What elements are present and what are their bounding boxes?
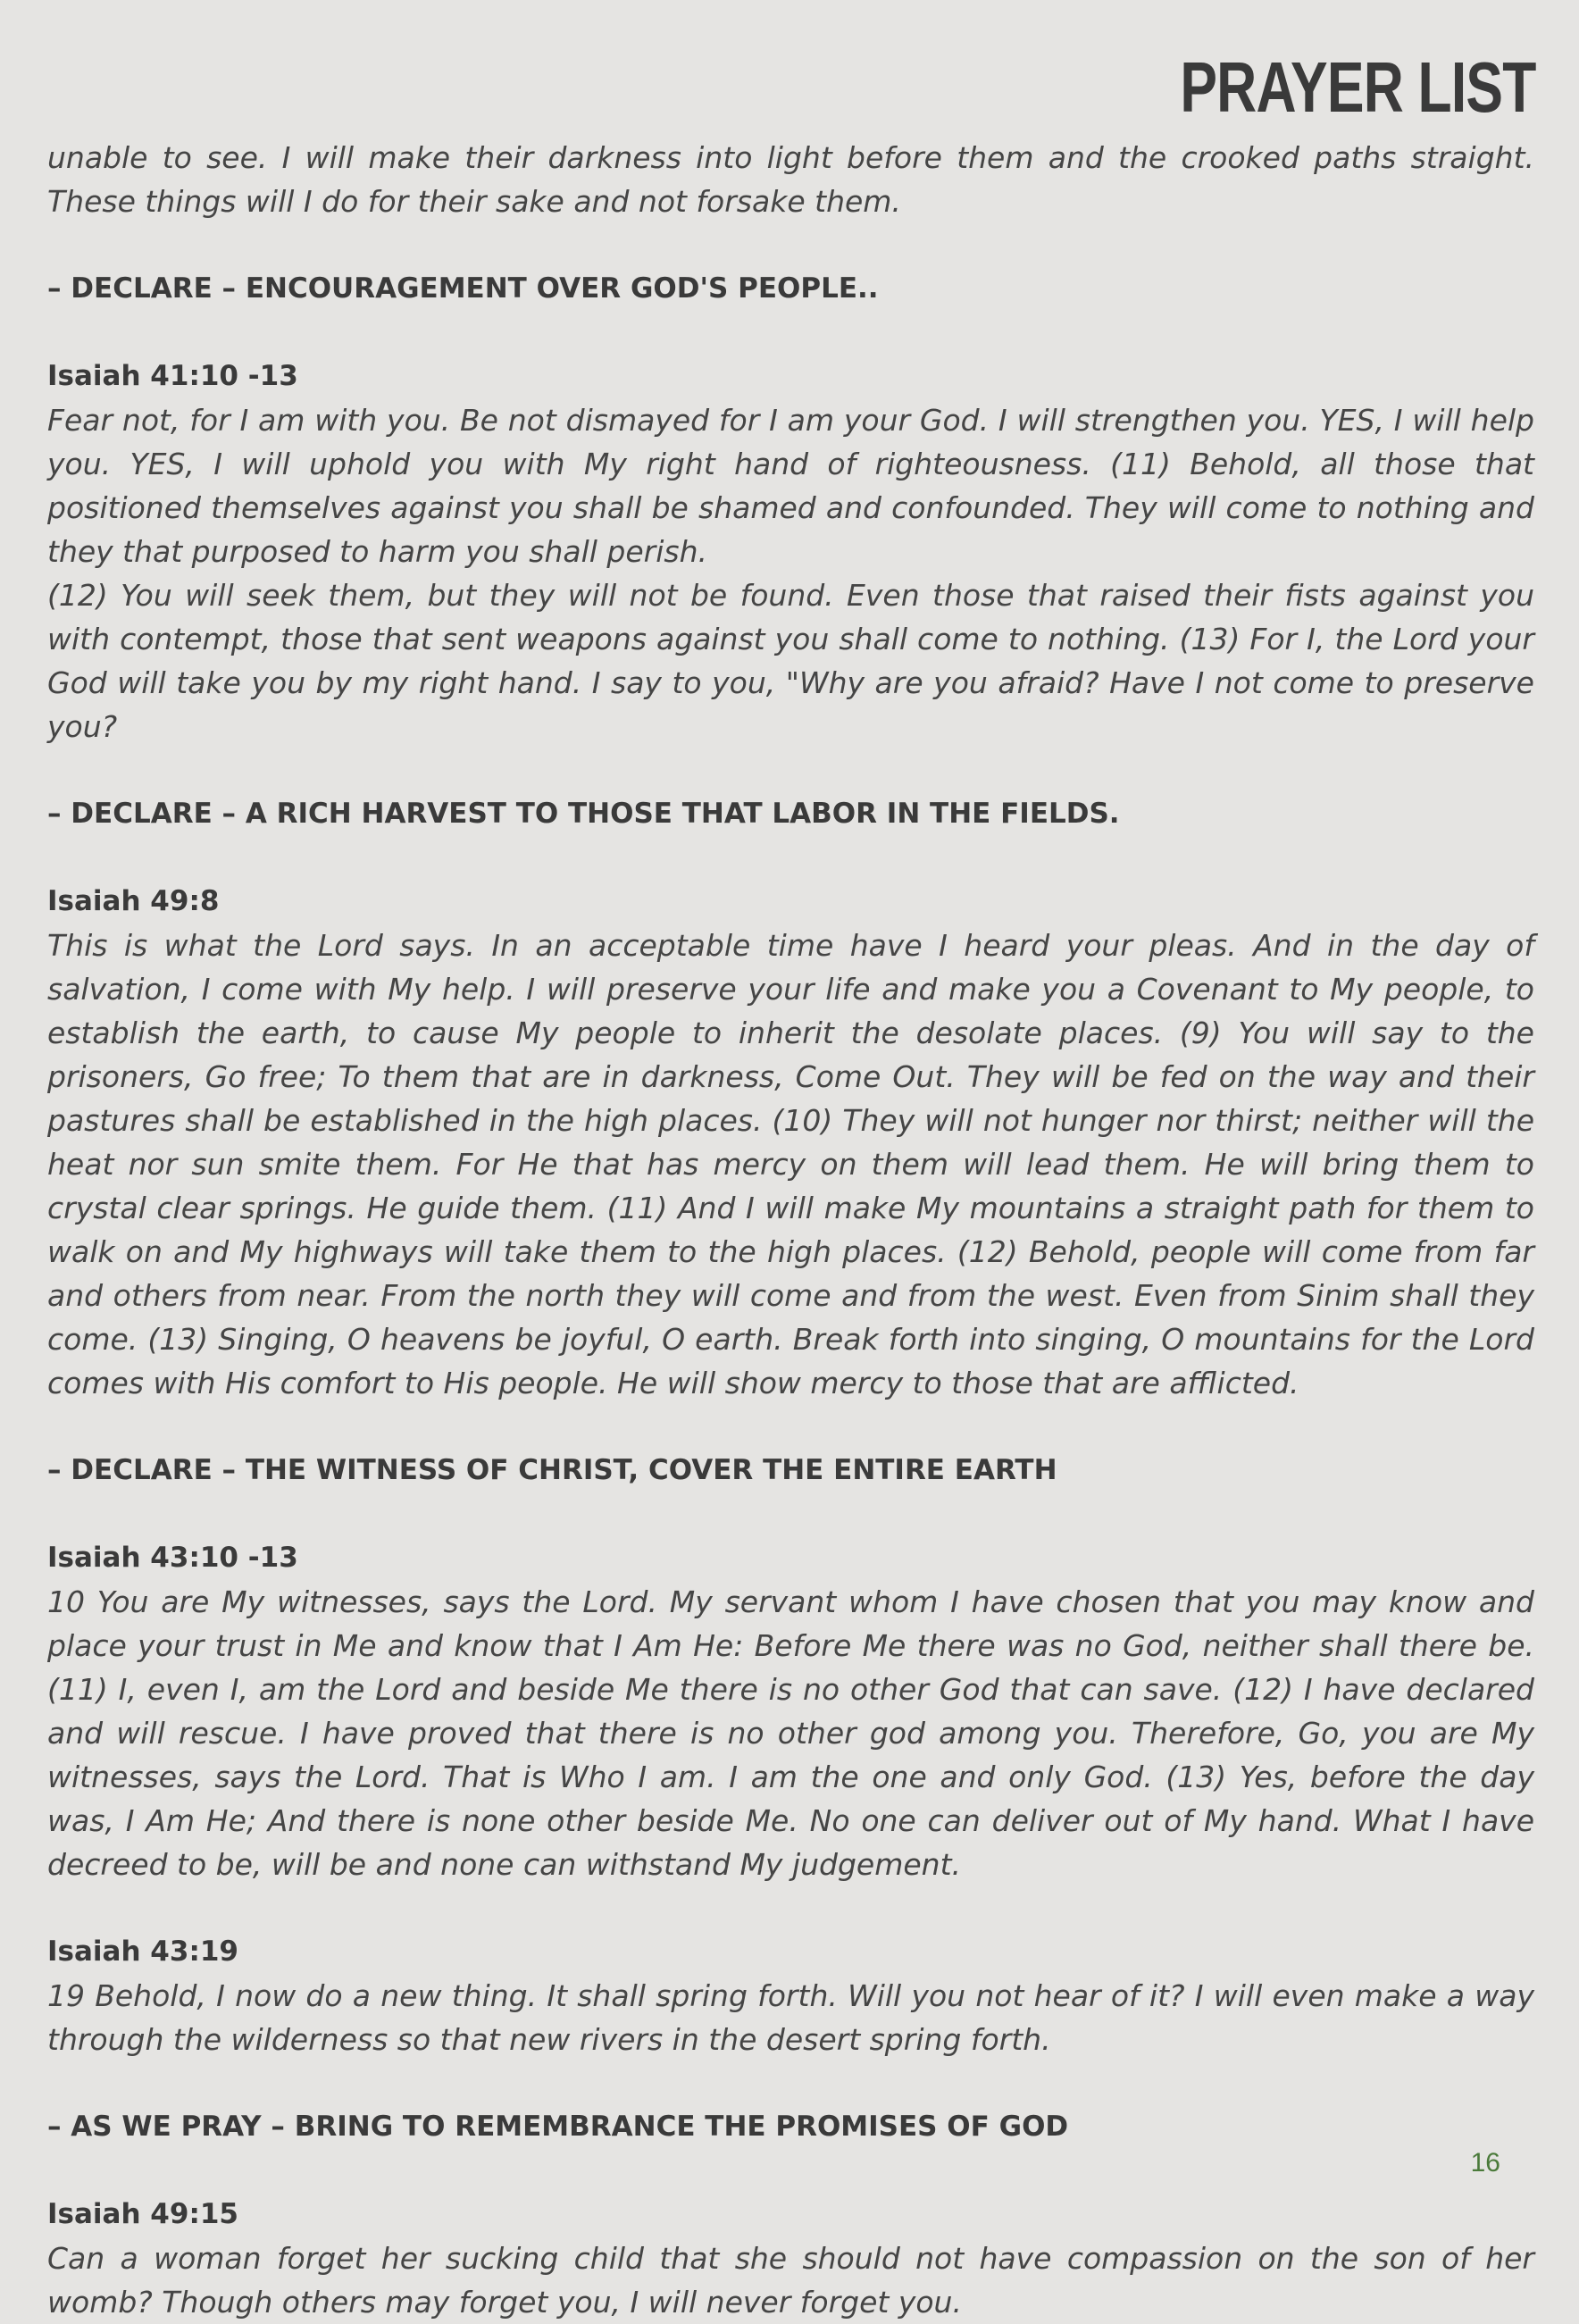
scripture-reference: Isaiah 41:10 -13: [47, 360, 298, 392]
section-heading-harvest: – DECLARE – A RICH HARVEST TO THOSE THAT LABOR IN THE FIELDS.: [47, 798, 1120, 830]
scripture-paragraph: 19 Behold, I now do a new thing. It shall spring forth. Will you not hear of it? I will even make a way through the wilderness so that new rivers in the desert spring forth.: [47, 1978, 1534, 2057]
scripture-reference: Isaiah 49:8: [47, 885, 220, 917]
intro-paragraph: unable to see. I will make their darkness into light before them and the crooked paths straight. These things will I do for their sake and not forsake them.: [47, 140, 1534, 219]
document-body: [47, 136, 1534, 2324]
scripture-paragraph: Can a woman forget her sucking child that she should not have compassion on the son of her womb? Though others may forget you, I will never forget you.: [47, 2241, 1534, 2320]
section-heading-encouragement: – DECLARE – ENCOURAGEMENT OVER GOD'S PEOPLE..: [47, 272, 879, 305]
scripture-paragraph: This is what the Lord says. In an acceptable time have I heard your pleas. And in the day of salvation, I come with My help. I will preserve your life and make you a Covenant to My people, to establish the earth, to cause My people to inherit the desolate places. (9) You will say to the prisoners, Go free; To them that are in darkness, Come Out. They will be fed on the way and their pastures shall be established in the high places. (10) They will not hunger nor thirst; neither will the heat nor sun smite them. For He that has mercy on them will lead them. He will bring them to crystal clear springs. He guide them. (11) And I will make My mountains a straight path for them to walk on and My highways will take them to the high places. (12) Behold, people will come from far and others from near. From the north they will come and from the west. Even from Sinim shall they come. (13) Singing, O heavens be joyful, O earth. Break forth into singing, O mountains for the Lord comes with His comfort to His people. He will show mercy to those that are afflicted.: [47, 928, 1534, 1400]
scripture-reference: Isaiah 49:15: [47, 2198, 238, 2230]
scripture-paragraph: 10 You are My witnesses, says the Lord. My servant whom I have chosen that you may know and place your trust in Me and know that I Am He: Before Me there was no God, neither shall there be. (11) I, even I, am the Lord and beside Me there is no other God that can save. (12) I have declared and will rescue. I have proved that there is no other god among you. Therefore, Go, you are My witnesses, says the Lord. That is Who I am. I am the one and only God. (13) Yes, before the day was, I Am He; And there is none other beside Me. No one can deliver out of My hand. What I have decreed to be, will be and none can withstand My judgement.: [47, 1584, 1534, 1882]
scripture-reference: Isaiah 43:19: [47, 1935, 238, 1968]
section-heading-promises: – AS WE PRAY – BRING TO REMEMBRANCE THE PROMISES OF GOD: [47, 2111, 1069, 2143]
scripture-paragraph: (12) You will seek them, but they will not be found. Even those that raised their fists against you with contempt, those that sent weapons against you shall come to nothing. (13) For I, the Lord your God will take you by my right hand. I say to you, "Why are you afraid? Have I not come to preserve you?: [47, 578, 1534, 744]
scripture-paragraph: Fear not, for I am with you. Be not dismayed for I am your God. I will strengthen you. YES, I will help you. YES, I will uphold you with My right hand of righteousness. (11) Behold, all those that positioned themselves against you shall be shamed and confounded. They will come to nothing and they that purposed to harm you shall perish.: [47, 403, 1534, 569]
page-title: PRAYER LIST: [1180, 47, 1536, 127]
page-number: 16: [1470, 2148, 1500, 2178]
section-heading-witness: – DECLARE – THE WITNESS OF CHRIST, COVER THE ENTIRE EARTH: [47, 1454, 1057, 1486]
scripture-reference: Isaiah 43:10 -13: [47, 1542, 298, 1574]
